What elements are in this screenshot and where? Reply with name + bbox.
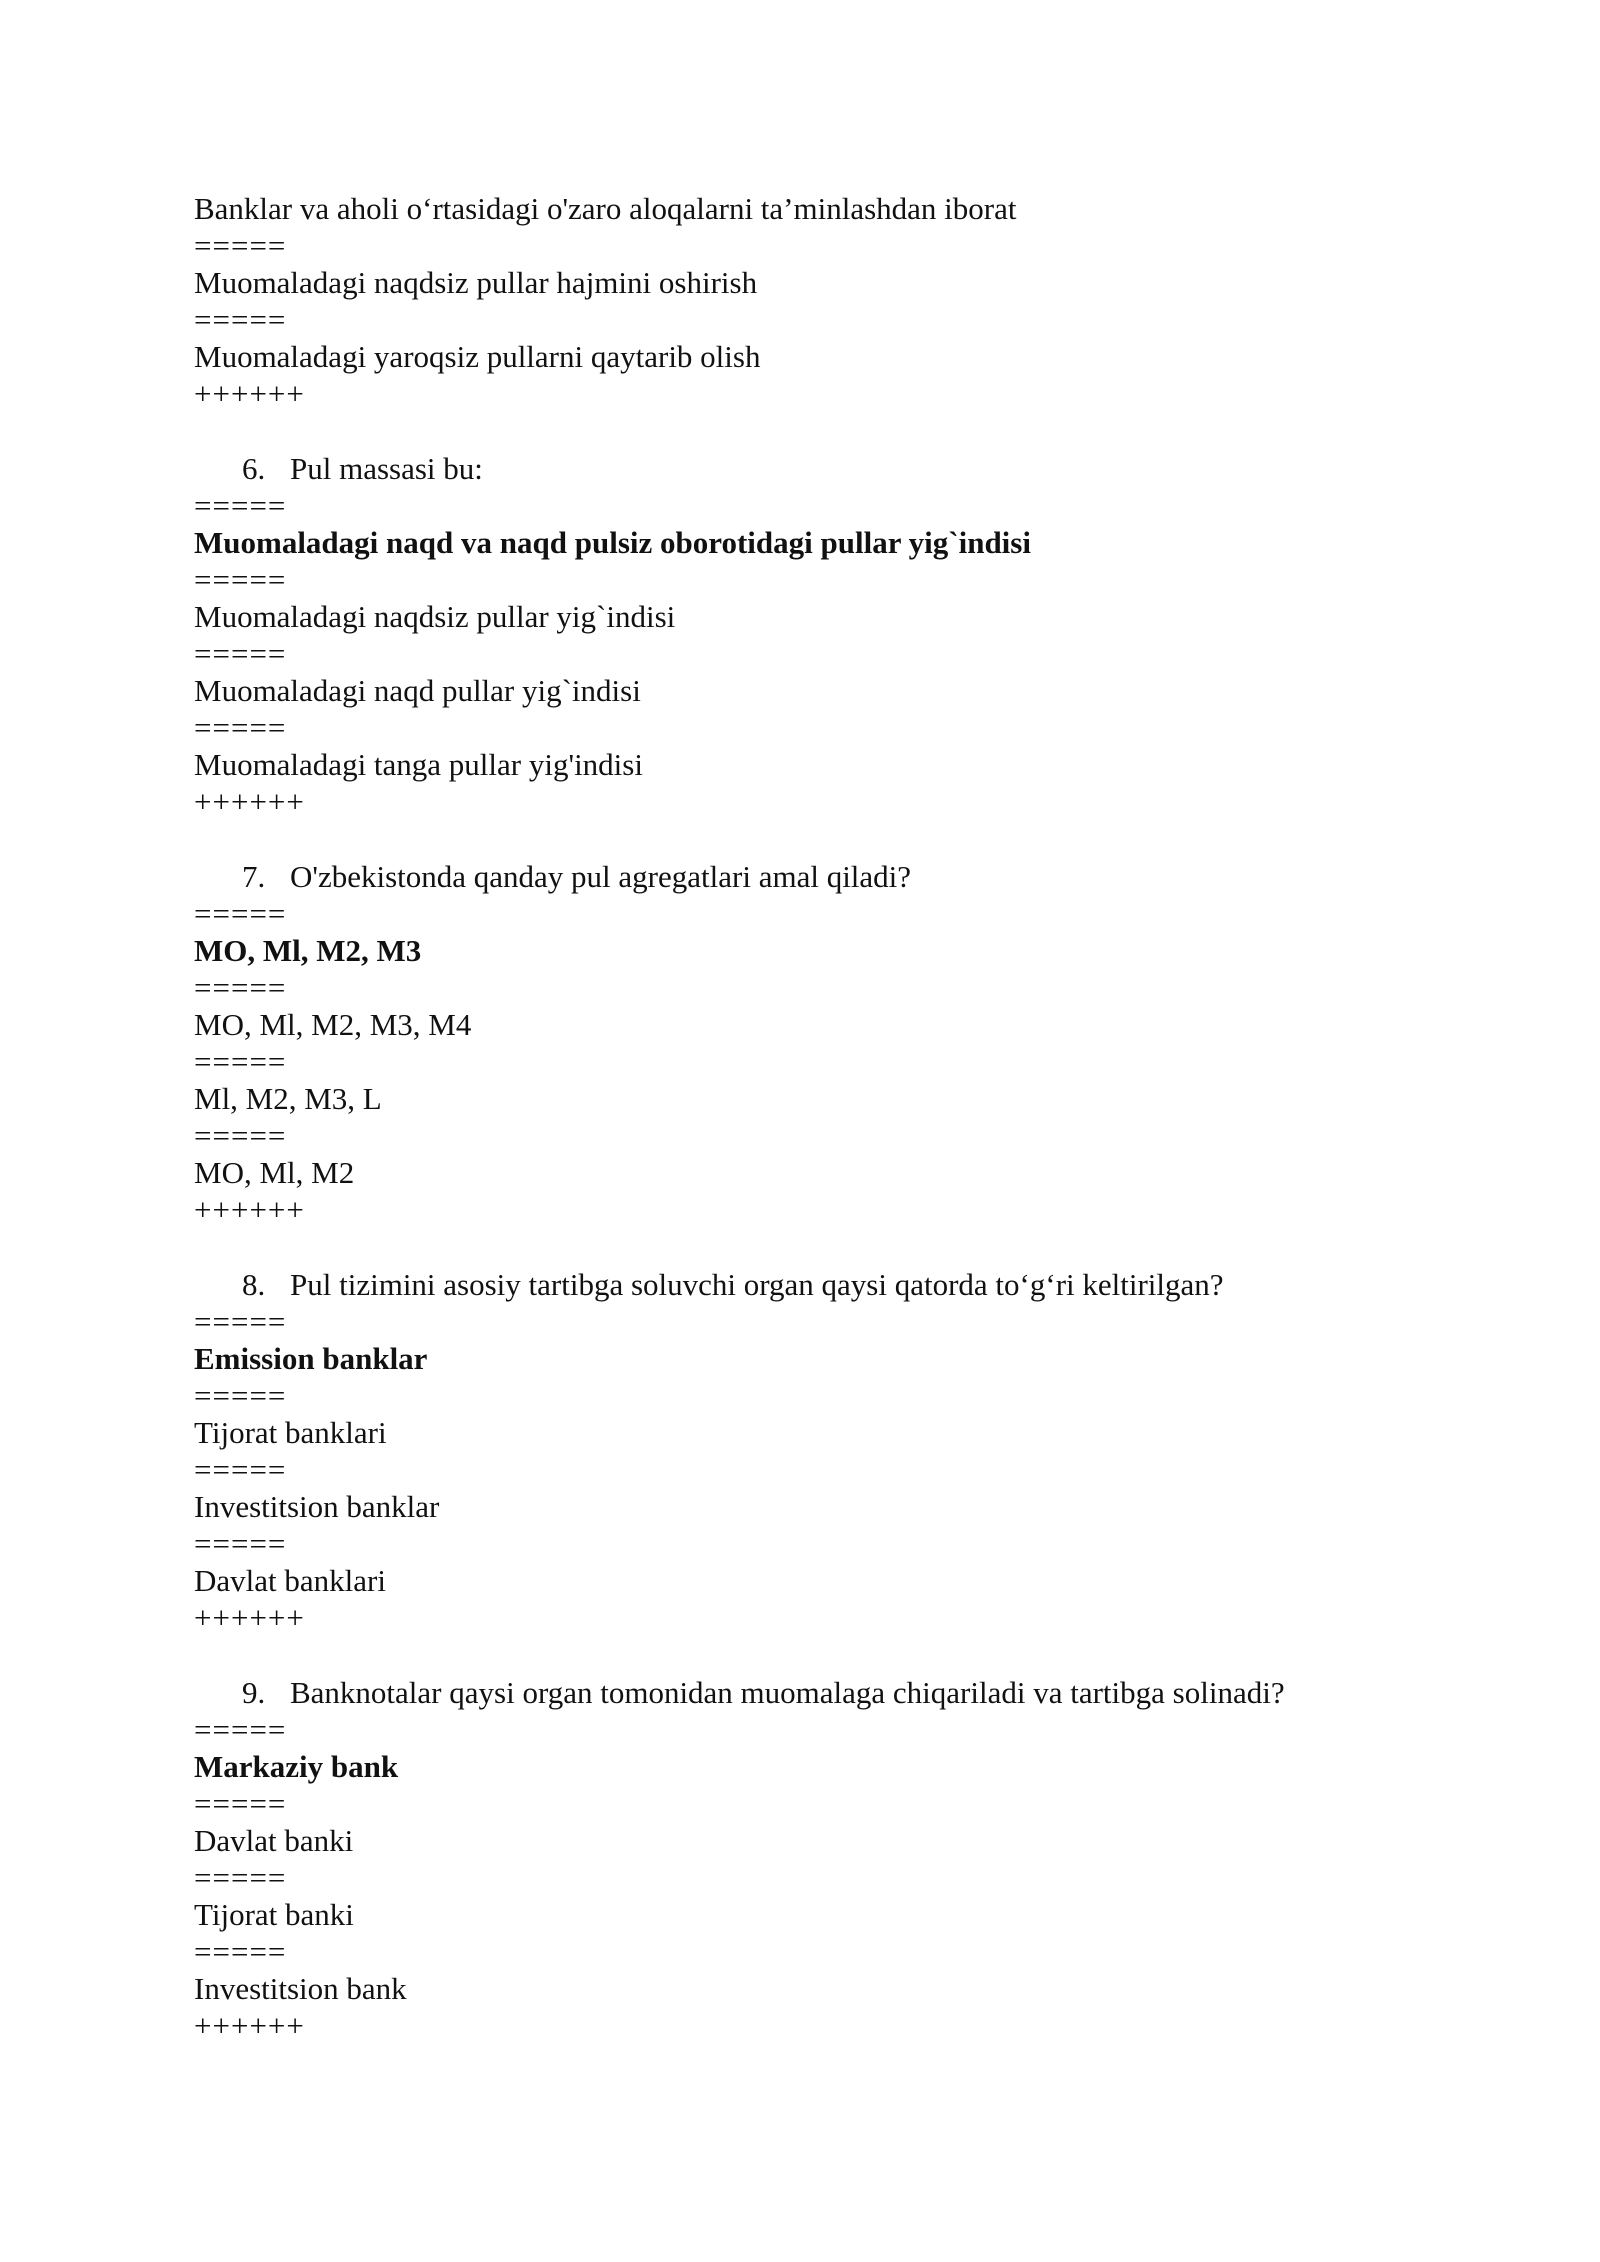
option-text: Davlat banki: [194, 1823, 354, 1858]
option-text: Muomaladagi naqdsiz pullar yig`indisi: [194, 599, 676, 634]
option-separator: =====: [194, 1044, 287, 1079]
question-text: Banknotalar qaysi organ tomonidan muomalaga chiqariladi va tartibga solinadi?: [290, 1675, 1285, 1710]
question-text: Pul tizimini asosiy tartibga soluvchi organ qaysi qatorda to‘g‘ri keltirilgan?: [290, 1267, 1224, 1302]
option-separator: =====: [194, 1934, 287, 1969]
option-separator: =====: [194, 228, 287, 263]
question-text: O'zbekistonda qanday pul agregatlari amal qiladi?: [290, 859, 912, 894]
option-separator: =====: [194, 1860, 287, 1895]
option-separator: =====: [194, 302, 287, 337]
option-text: Tijorat banklari: [194, 1415, 387, 1450]
correct-answer: Markaziy bank: [194, 1749, 399, 1784]
correct-answer: Muomaladagi naqd va naqd pulsiz oborotidagi pullar yig`indisi: [194, 525, 1031, 560]
option-text: Banklar va aholi o‘rtasidagi o'zaro aloqalarni ta’minlashdan iborat: [194, 191, 1017, 226]
correct-answer: Emission banklar: [194, 1341, 428, 1376]
question-9: [194, 1674, 1494, 1711]
option-separator: =====: [194, 970, 287, 1005]
correct-answer: MO, Ml, M2, M3: [194, 933, 422, 968]
option-separator: =====: [194, 1304, 287, 1339]
question-7: [194, 858, 1494, 895]
question-number: 9.: [242, 1675, 266, 1710]
question-number: 8.: [242, 1267, 266, 1302]
question-end-marker: ++++++: [194, 376, 305, 411]
question-number: 6.: [242, 451, 266, 486]
option-text: Tijorat banki: [194, 1897, 354, 1932]
question-end-marker: ++++++: [194, 2008, 305, 2043]
question-6: [194, 450, 1494, 487]
option-separator: =====: [194, 1378, 287, 1413]
option-separator: =====: [194, 562, 287, 597]
option-separator: =====: [194, 488, 287, 523]
option-text: Investitsion bank: [194, 1971, 407, 2006]
option-text: Muomaladagi yaroqsiz pullarni qaytarib olish: [194, 339, 761, 374]
option-separator: =====: [194, 636, 287, 671]
option-separator: =====: [194, 1786, 287, 1821]
option-text: Muomaladagi naqdsiz pullar hajmini oshirish: [194, 265, 758, 300]
option-separator: =====: [194, 896, 287, 931]
option-separator: =====: [194, 1118, 287, 1153]
question-number: 7.: [242, 859, 266, 894]
option-text: Muomaladagi tanga pullar yig'indisi: [194, 747, 643, 782]
option-separator: =====: [194, 1526, 287, 1561]
option-text: MO, Ml, M2: [194, 1155, 355, 1190]
option-text: MO, Ml, M2, M3, M4: [194, 1007, 472, 1042]
option-separator: =====: [194, 1452, 287, 1487]
question-8: [194, 1266, 1494, 1303]
question-text: Pul massasi bu:: [290, 451, 483, 486]
option-text: Investitsion banklar: [194, 1489, 440, 1524]
option-text: Ml, M2, M3, L: [194, 1081, 382, 1116]
question-end-marker: ++++++: [194, 1600, 305, 1635]
option-text: Davlat banklari: [194, 1563, 386, 1598]
option-separator: =====: [194, 1712, 287, 1747]
option-text: Muomaladagi naqd pullar yig`indisi: [194, 673, 641, 708]
question-end-marker: ++++++: [194, 784, 305, 819]
question-end-marker: ++++++: [194, 1192, 305, 1227]
option-separator: =====: [194, 710, 287, 745]
document-page: [194, 190, 1494, 2044]
